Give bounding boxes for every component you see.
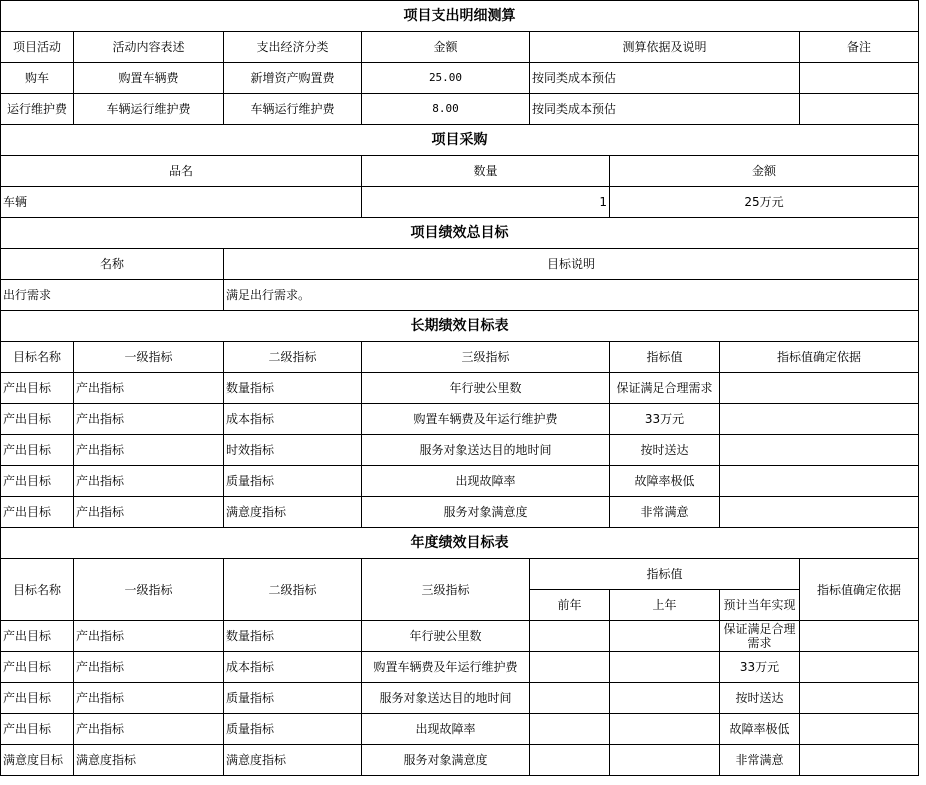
cell[interactable]: 非常满意 [610, 497, 720, 528]
cell[interactable]: 车辆 [1, 187, 362, 218]
cell[interactable]: 产出指标 [74, 621, 224, 652]
cell[interactable]: 保证满足合理需求 [610, 373, 720, 404]
longterm-row [1, 404, 919, 435]
cell[interactable]: 产出目标 [1, 373, 74, 404]
cell[interactable] [720, 404, 919, 435]
cell[interactable]: 25万元 [610, 187, 919, 218]
header-cell[interactable]: 三级指标 [362, 559, 530, 621]
cell[interactable] [800, 63, 919, 94]
cell[interactable] [720, 497, 919, 528]
header-cell[interactable]: 指标值 [530, 559, 800, 590]
section-title[interactable]: 长期绩效目标表 [1, 311, 919, 342]
cell[interactable]: 产出目标 [1, 404, 74, 435]
cell[interactable] [720, 373, 919, 404]
cell[interactable]: 车辆运行维护费 [74, 94, 224, 125]
section-title[interactable]: 项目采购 [1, 125, 919, 156]
cell[interactable]: 保证满足合理需求 [720, 621, 800, 652]
cell[interactable]: 产出指标 [74, 714, 224, 745]
cell[interactable]: 产出指标 [74, 497, 224, 528]
cell[interactable] [800, 745, 919, 776]
cell[interactable]: 按同类成本预估 [530, 94, 800, 125]
cell[interactable]: 产出指标 [74, 404, 224, 435]
header-cell[interactable]: 项目活动 [1, 32, 74, 63]
header-cell[interactable]: 支出经济分类 [224, 32, 362, 63]
cell[interactable] [530, 652, 610, 683]
cell[interactable]: 质量指标 [224, 714, 362, 745]
cell[interactable]: 数量指标 [224, 373, 362, 404]
cell[interactable]: 出现故障率 [362, 714, 530, 745]
cell[interactable]: 产出目标 [1, 714, 74, 745]
longterm-row [1, 497, 919, 528]
header-cell[interactable]: 测算依据及说明 [530, 32, 800, 63]
expense-row [1, 94, 919, 125]
subheader-cell[interactable]: 预计当年实现 [720, 590, 800, 621]
header-cell[interactable]: 一级指标 [74, 342, 224, 373]
cell[interactable] [800, 714, 919, 745]
longterm-row [1, 435, 919, 466]
cell[interactable]: 产出指标 [74, 466, 224, 497]
cell[interactable]: 购置车辆费 [74, 63, 224, 94]
procurement-title-row [1, 125, 919, 156]
cell[interactable] [530, 745, 610, 776]
cell[interactable]: 按同类成本预估 [530, 63, 800, 94]
cell-amount[interactable]: 25.00 [362, 63, 530, 94]
overall-title-row [1, 218, 919, 249]
cell[interactable]: 成本指标 [224, 652, 362, 683]
cell[interactable]: 购车 [1, 63, 74, 94]
annual-title-row [1, 528, 919, 559]
header-cell[interactable]: 指标值确定依据 [720, 342, 919, 373]
cell[interactable] [800, 94, 919, 125]
cell[interactable]: 服务对象送达目的地时间 [362, 683, 530, 714]
cell[interactable] [530, 621, 610, 652]
cell[interactable]: 产出目标 [1, 466, 74, 497]
annual-row [1, 683, 919, 714]
header-cell[interactable]: 三级指标 [362, 342, 610, 373]
cell[interactable]: 按时送达 [720, 683, 800, 714]
cell[interactable]: 非常满意 [720, 745, 800, 776]
cell[interactable]: 满意度指标 [224, 497, 362, 528]
header-cell[interactable]: 指标值 [610, 342, 720, 373]
longterm-header-row [1, 342, 919, 373]
cell[interactable]: 按时送达 [610, 435, 720, 466]
section-title[interactable]: 年度绩效目标表 [1, 528, 919, 559]
cell[interactable]: 产出目标 [1, 683, 74, 714]
cell[interactable]: 年行驶公里数 [362, 373, 610, 404]
cell[interactable] [800, 621, 919, 652]
cell[interactable]: 产出指标 [74, 652, 224, 683]
header-cell[interactable]: 目标名称 [1, 559, 74, 621]
expense-header-row [1, 32, 919, 63]
header-cell[interactable]: 金额 [362, 32, 530, 63]
section-title[interactable]: 项目支出明细测算 [1, 1, 919, 32]
header-cell[interactable]: 活动内容表述 [74, 32, 224, 63]
subheader-cell[interactable]: 前年 [530, 590, 610, 621]
cell[interactable]: 满足出行需求。 [224, 280, 919, 311]
expense-title-row [1, 1, 919, 32]
expense-row [1, 63, 919, 94]
longterm-row [1, 466, 919, 497]
cell[interactable]: 运行维护费 [1, 94, 74, 125]
cell[interactable] [610, 683, 720, 714]
cell[interactable]: 出行需求 [1, 280, 224, 311]
cell[interactable]: 故障率极低 [610, 466, 720, 497]
cell[interactable]: 产出目标 [1, 621, 74, 652]
cell[interactable] [800, 652, 919, 683]
cell[interactable]: 满意度指标 [224, 745, 362, 776]
cell[interactable]: 满意度目标 [1, 745, 74, 776]
cell[interactable]: 产出目标 [1, 652, 74, 683]
longterm-title-row [1, 311, 919, 342]
header-cell[interactable]: 名称 [1, 249, 224, 280]
cell[interactable] [800, 683, 919, 714]
header-cell[interactable]: 目标说明 [224, 249, 919, 280]
annual-row [1, 652, 919, 683]
header-cell[interactable]: 一级指标 [74, 559, 224, 621]
cell[interactable] [610, 621, 720, 652]
cell[interactable]: 33万元 [610, 404, 720, 435]
header-cell[interactable]: 金额 [610, 156, 919, 187]
cell[interactable]: 产出指标 [74, 373, 224, 404]
cell[interactable]: 数量指标 [224, 621, 362, 652]
cell[interactable]: 1 [362, 187, 610, 218]
annual-row [1, 714, 919, 745]
cell[interactable]: 购置车辆费及年运行维护费 [362, 652, 530, 683]
cell[interactable]: 时效指标 [224, 435, 362, 466]
cell-amount[interactable]: 8.00 [362, 94, 530, 125]
header-cell[interactable]: 品名 [1, 156, 362, 187]
cell[interactable]: 服务对象送达目的地时间 [362, 435, 610, 466]
cell[interactable]: 质量指标 [224, 683, 362, 714]
cell[interactable] [610, 652, 720, 683]
cell[interactable]: 出现故障率 [362, 466, 610, 497]
annual-row [1, 745, 919, 776]
cell[interactable]: 新增资产购置费 [224, 63, 362, 94]
overall-row [1, 280, 919, 311]
procurement-row [1, 187, 919, 218]
cell[interactable]: 服务对象满意度 [362, 745, 530, 776]
header-cell[interactable]: 数量 [362, 156, 610, 187]
header-cell[interactable]: 二级指标 [224, 559, 362, 621]
cell[interactable] [610, 714, 720, 745]
longterm-row [1, 373, 919, 404]
cell[interactable] [720, 466, 919, 497]
cell[interactable]: 成本指标 [224, 404, 362, 435]
annual-row [1, 621, 919, 652]
cell[interactable]: 产出目标 [1, 435, 74, 466]
procurement-header-row [1, 156, 919, 187]
header-cell[interactable]: 二级指标 [224, 342, 362, 373]
cell[interactable] [720, 435, 919, 466]
cell[interactable]: 车辆运行维护费 [224, 94, 362, 125]
cell[interactable] [610, 745, 720, 776]
cell[interactable]: 年行驶公里数 [362, 621, 530, 652]
overall-header-row [1, 249, 919, 280]
cell[interactable] [530, 683, 610, 714]
cell[interactable]: 质量指标 [224, 466, 362, 497]
cell[interactable]: 产出指标 [74, 435, 224, 466]
header-cell[interactable]: 目标名称 [1, 342, 74, 373]
cell[interactable]: 故障率极低 [720, 714, 800, 745]
cell[interactable]: 产出目标 [1, 497, 74, 528]
cell[interactable]: 购置车辆费及年运行维护费 [362, 404, 610, 435]
cell[interactable]: 满意度指标 [74, 745, 224, 776]
cell[interactable] [530, 714, 610, 745]
cell[interactable]: 产出指标 [74, 683, 224, 714]
section-title[interactable]: 项目绩效总目标 [1, 218, 919, 249]
cell[interactable]: 33万元 [720, 652, 800, 683]
header-cell[interactable]: 备注 [800, 32, 919, 63]
header-cell[interactable]: 指标值确定依据 [800, 559, 919, 621]
subheader-cell[interactable]: 上年 [610, 590, 720, 621]
cell[interactable]: 服务对象满意度 [362, 497, 610, 528]
annual-header-row [1, 559, 919, 590]
